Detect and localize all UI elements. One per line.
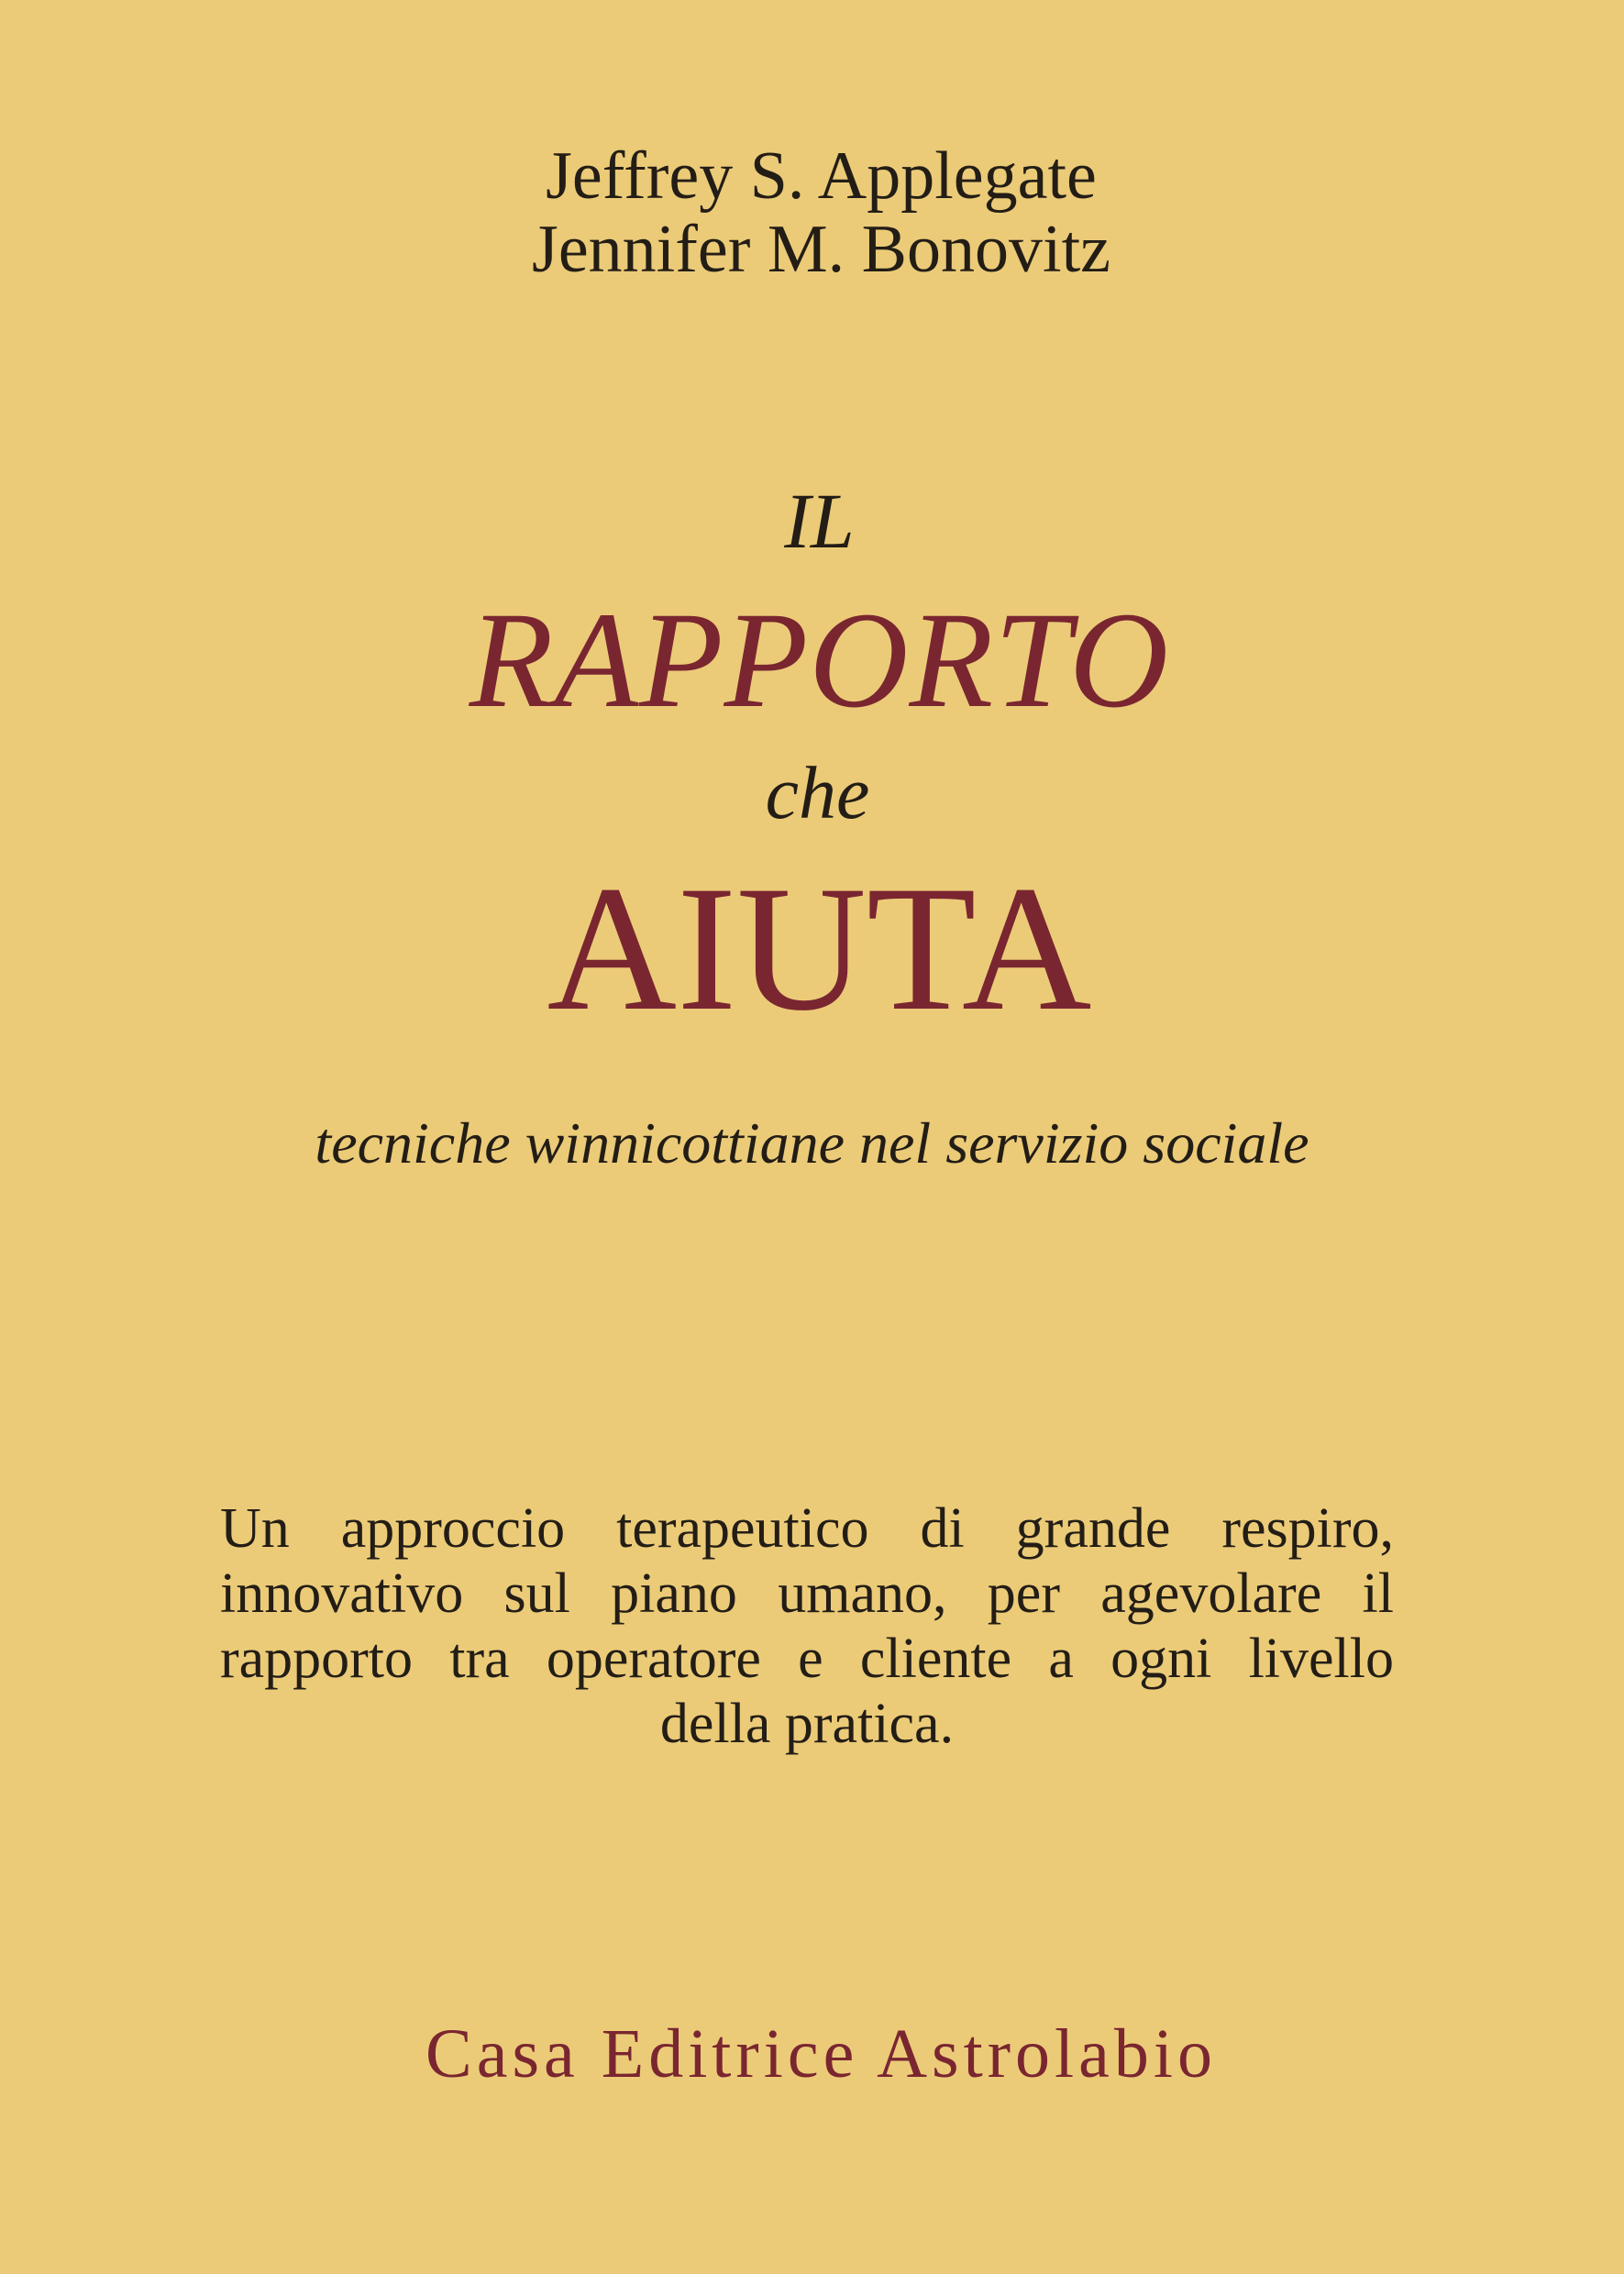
blurb-paragraph bbox=[220, 1496, 1394, 1757]
blurb-line: Un approccio terapeutico di grande respiro, bbox=[220, 1497, 1394, 1560]
subtitle: tecniche winnicottiane nel servizio sociale bbox=[315, 1110, 1309, 1176]
blurb-line: innovativo sul piano umano, per agevolare il bbox=[220, 1562, 1394, 1625]
title-connector: che bbox=[765, 751, 870, 834]
title-final-word: AIUTA bbox=[547, 849, 1092, 1048]
blurb-line: rapporto tra operatore e cliente a ogni livello bbox=[220, 1628, 1394, 1690]
author-name: Jennifer M. Bonovitz bbox=[532, 212, 1110, 287]
publisher-name: Casa Editrice Astrolabio bbox=[425, 2015, 1217, 2092]
title-article: IL bbox=[784, 477, 855, 565]
author-name: Jeffrey S. Applegate bbox=[546, 138, 1097, 214]
title-main-word: RAPPORTO bbox=[469, 584, 1170, 736]
blurb-line: della pratica. bbox=[659, 1693, 955, 1755]
